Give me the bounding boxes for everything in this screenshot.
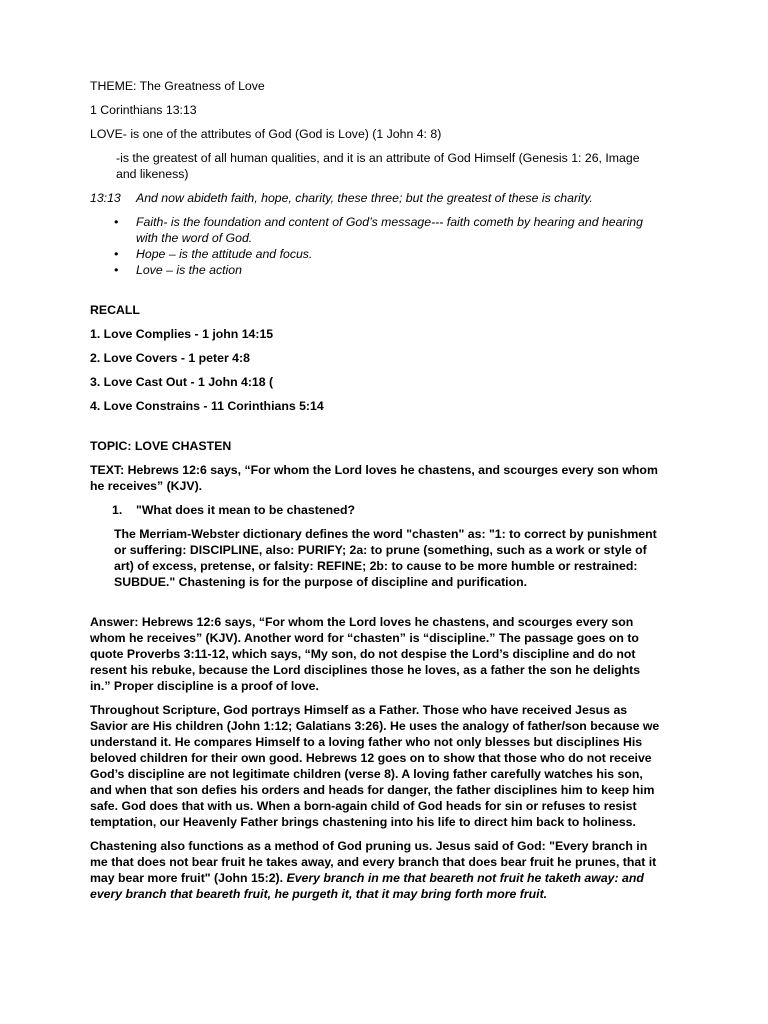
recall-item: 4. Love Constrains - 11 Corinthians 5:14 (90, 399, 324, 413)
verse-text: And now abideth faith, hope, charity, these three; but the greatest of these is charity. (136, 191, 593, 205)
recall-item: 2. Love Covers - 1 peter 4:8 (90, 351, 250, 365)
recall-item: 1. Love Complies - 1 john 14:15 (90, 327, 274, 341)
topic-heading: TOPIC: LOVE CHASTEN (90, 439, 232, 453)
document-body (90, 78, 662, 910)
scripture-paragraph: Throughout Scripture, God portrays Himself as a Father. Those who have received Jesus as Savior are His children (John 1:12; Galatians 3:26). He uses the analogy of father/son because we understand it. He compares Himself to a loving father who not only blesses but disciplines His beloved children for their own good. Hebrews 12 goes on to show that those who do not receive God’s discipline are not legitimate children (verse 8). A loving father carefully watches his son, and when that son defies his orders and heads for danger, the father disciplines him to keep him safe. God does that with us. When a born-again child of God heads for sin or refuses to resist temptation, our Heavenly Father brings chastening into his life to direct him back to holiness. (90, 703, 660, 829)
definition-paragraph: The Merriam-Webster dictionary defines the word "chasten" as: "1: to correct by punishment or suffering: DISCIPLINE, also: PURIFY; 2a: to prune (something, such as a work or style of art) of excess, pretense, or falsity: REFINE; 2b: to cause to be more humble or restrained: SUBDUE." Chastening is for the purpose of discipline and purification. (114, 527, 657, 589)
question-number: 1. (112, 503, 123, 517)
pruning-kjv-quote: Every branch in me that beareth not fruit he taketh away: and every branch that beareth fruit, he purgeth it, that it may bring forth more fruit. (90, 871, 644, 901)
question-item (90, 502, 662, 518)
theme-heading: THEME: The Greatness of Love (90, 79, 265, 93)
verse-quote (90, 190, 662, 206)
recall-heading: RECALL (90, 303, 140, 317)
answer-paragraph: Answer: Hebrews 12:6 says, “For whom the Lord loves he chastens, and scourges every son whom he receives” (KJV). Another word for “chasten” is “discipline.” The passage goes on to quote Proverbs 3:11-12, which says, “My son, do not despise the Lord’s discipline and do not resent his rebuke, because the Lord disciplines those he loves, as a father the son he delights in.” Proper discipline is a proof of love. (90, 615, 641, 693)
list-item: • Hope – is the attitude and focus. (114, 247, 313, 261)
list-item: • Faith- is the foundation and content of God’s message--- faith cometh by hearing and hearing with the word of God. (114, 215, 643, 245)
text-line: TEXT: Hebrews 12:6 says, “For whom the Lord loves he chastens, and scourges every son whom he receives” (KJV). (90, 463, 658, 493)
scripture-reference: 1 Corinthians 13:13 (90, 103, 197, 117)
virtues-list (90, 214, 662, 278)
pruning-paragraph: Chastening also functions as a method of God pruning us. Jesus said of God: "Every branch in me that does not bear fruit he takes away, and every branch that does bear fruit he prunes, that it may bear more fruit" (John 15:2). Every branch in me that beareth not fruit he taketh away: and every branch that beareth fruit, he purgeth it, that it may bring forth more fruit. (90, 839, 657, 901)
recall-item: 3. Love Cast Out - 1 John 4:18 ( (90, 375, 274, 389)
bullet-icon: • (114, 263, 119, 277)
bullet-icon: • (114, 215, 119, 229)
love-definition-continued: -is the greatest of all human qualities, and it is an attribute of God Himself (Genesis 1: 26, Image and likeness) (116, 151, 640, 181)
bullet-icon: • (114, 247, 119, 261)
verse-number: 13:13 (90, 191, 121, 205)
list-item: • Love – is the action (114, 263, 242, 277)
love-definition: LOVE- is one of the attributes of God (God is Love) (1 John 4: 8) (90, 127, 442, 141)
question-text: "What does it mean to be chastened? (136, 503, 356, 517)
